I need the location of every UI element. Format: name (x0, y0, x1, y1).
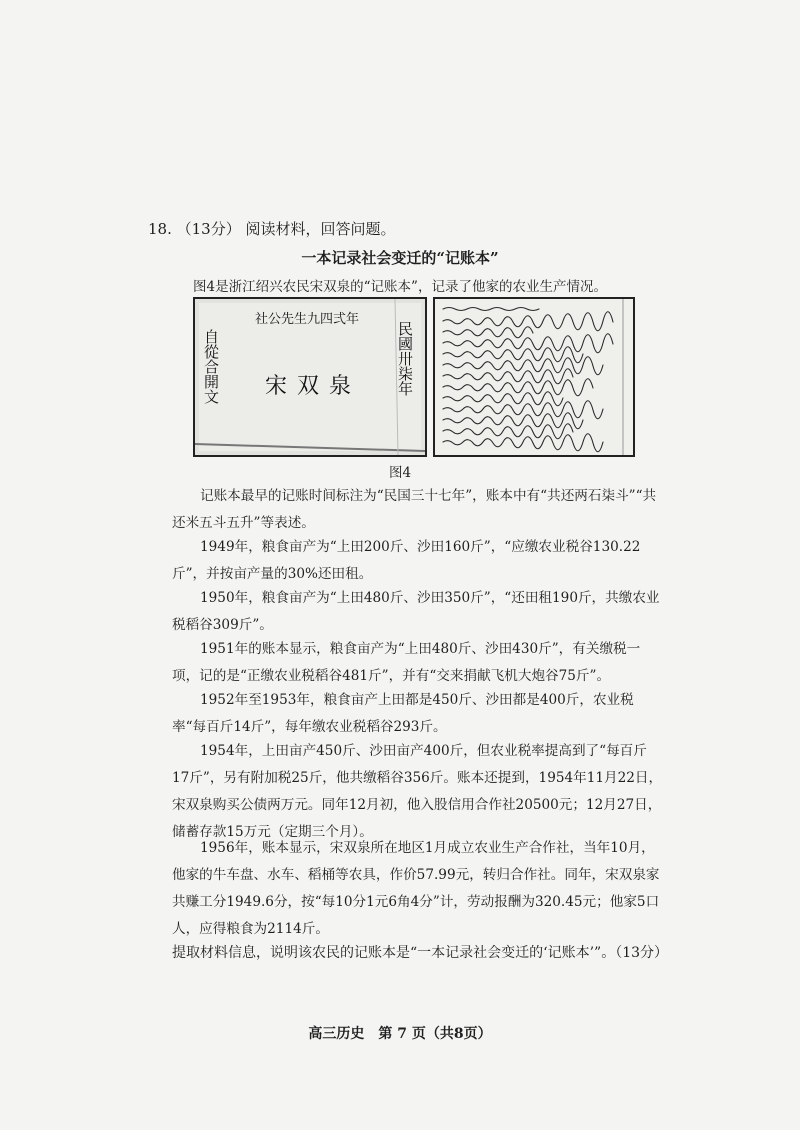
cover-owner-name: 宋双泉 (265, 374, 362, 399)
paragraph-6-text: 1954年，上田亩产450斤、沙田亩产400斤，但农业税率提高到了“每百斤17斤”，另有附加税25斤，他共缴稻谷356斤。账本还提到，1954年11月22日，宋双泉购买公债两万元。同年12月初，他入股信用合作社20500元；12月27日，储蓄存款15万元（定期三个月）。 (172, 743, 663, 840)
paragraph-5 (172, 687, 664, 741)
paragraph-3 (172, 585, 664, 639)
figure-label: 图4 (388, 465, 412, 481)
question-points: （13分） (176, 220, 241, 238)
material-title: 一本记录社会变迁的“记账本” (301, 249, 499, 267)
paragraph-6 (172, 738, 664, 846)
ledger-handwriting-drawing (435, 299, 633, 455)
cover-top-row-text: 社公先生九四弍年 (255, 312, 360, 327)
paragraph-4 (172, 636, 664, 690)
paragraph-1-text: 记账本最早的记账时间标注为“民国三十七年”，账本中有“共还两石柒斗”“共还米五斗五升”等表述。 (172, 488, 657, 531)
paragraph-3-text: 1950年，粮食亩产为“上田480斤、沙田350斤”，“还田租190斤，共缴农业税稻谷309斤”。 (172, 590, 660, 633)
paragraph-2-text: 1949年，粮食亩产为“上田200斤、沙田160斤”，“应缴农业税谷130.22斤”，并按亩产量的30%还田租。 (172, 539, 641, 582)
ledger-cover-photo (193, 297, 427, 457)
page-footer: 高三历史 第 7 页（共8页） (308, 1026, 492, 1042)
paragraph-7-text: 1956年，账本显示，宋双泉所在地区1月成立农业生产合作社，当年10月，他家的牛车盘、水车、稻桶等农具，作价57.99元，转归合作社。同年，宋双泉家共赚工分1949.6分，按“每10分1元6角4分”计，劳动报酬为320.45元；他家5口人，应得粮食为2114斤。 (172, 840, 660, 937)
paragraph-4-text: 1951年的账本显示，粮食亩产为“上田480斤、沙田430斤”，有关缴税一项，记的是“正缴农业税稻谷481斤”，并有“交来捐献飞机大炮谷75斤”。 (172, 641, 641, 684)
question-number: 18. (148, 220, 172, 238)
ledger-cover-drawing (195, 299, 425, 455)
cover-left-column-text: 自從合開文 (202, 329, 220, 404)
paragraph-1 (172, 483, 664, 537)
question-header (148, 218, 396, 239)
paragraph-7 (172, 835, 664, 943)
material-intro: 图4是浙江绍兴农民宋双泉的“记账本”，记录了他家的农业生产情况。 (193, 279, 607, 295)
question-prompt: 提取材料信息，说明该农民的记账本是“一本记录社会变迁的‘记账本’”。（13分） (172, 945, 669, 961)
cover-right-column-text: 民國卅柒年 (396, 321, 414, 396)
question-instruction: 阅读材料，回答问题。 (245, 220, 396, 238)
paragraph-5-text: 1952年至1953年，粮食亩产上田都是450斤、沙田都是400斤，农业税率“每百斤14斤”，每年缴农业税稻谷293斤。 (172, 692, 634, 735)
ledger-page-photo (433, 297, 635, 457)
paragraph-2 (172, 534, 664, 588)
